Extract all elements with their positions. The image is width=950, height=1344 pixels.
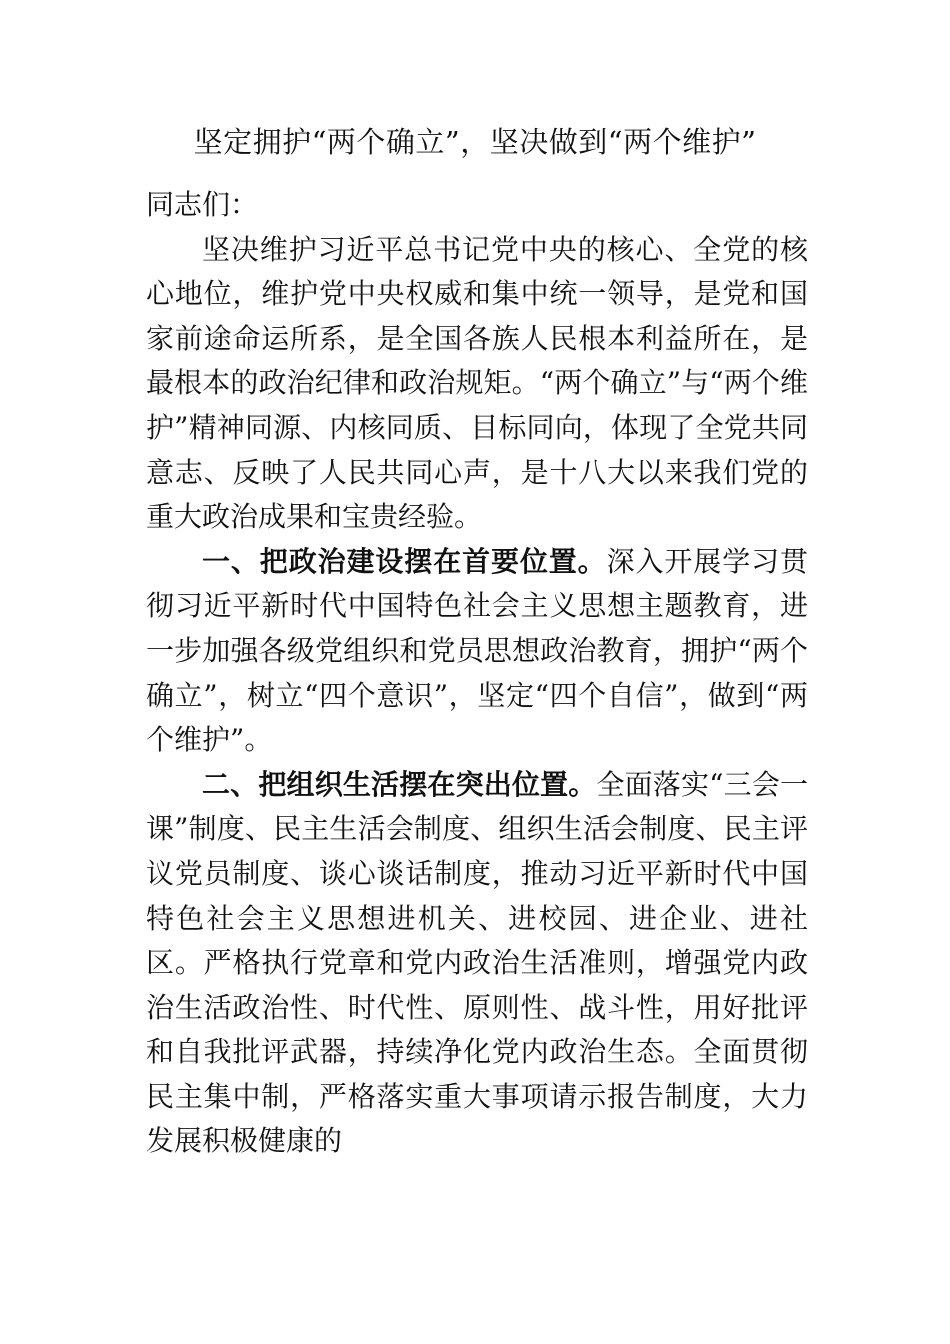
section-heading-1: 一、把政治建设摆在首要位置。 (202, 544, 607, 578)
section-paragraph-1 (146, 540, 808, 763)
intro-paragraph: 坚决维护习近平总书记党中央的核心、全党的核心地位，维护党中央权威和集中统一领导，是党和国家前途命运所系，是全国各族人民根本利益所在，是最根本的政治纪律和政治规矩。“两个确立”与“两个维护”精神同源、内核同质、目标同向，体现了全党共同意志、反映了人民共同心声，是十八大以来我们党的重大政治成果和宝贵经验。 (146, 232, 808, 534)
document-title: 坚定拥护“两个确立”，坚决做到“两个维护” (193, 125, 757, 159)
section-paragraph-2 (146, 763, 808, 1164)
section-heading-2: 二、把组织生活摆在突出位置。 (202, 767, 597, 801)
greeting: 同志们： (146, 188, 259, 221)
section-text-2: 全面落实“三会一课”制度、民主生活会制度、组织生活会制度、民主评议党员制度、谈心谈话制度，推动习近平新时代中国特色社会主义思想进机关、进校园、进企业、进社区。严格执行党章和党内政治生活准则，增强党内政治生活政治性、时代性、原则性、战斗性，用好批评和自我批评武器，持续净化党内政治生态。全面贯彻民主集中制，严格落实重大事项请示报告制度，大力发展积极健康的 (146, 767, 808, 1158)
section-text-1: 深入开展学习贯彻习近平新时代中国特色社会主义思想主题教育，进一步加强各级党组织和党员思想政治教育，拥护“两个确立”，树立“四个意识”，坚定“四个自信”，做到“两个维护”。 (146, 544, 808, 757)
document-body (146, 183, 808, 1164)
